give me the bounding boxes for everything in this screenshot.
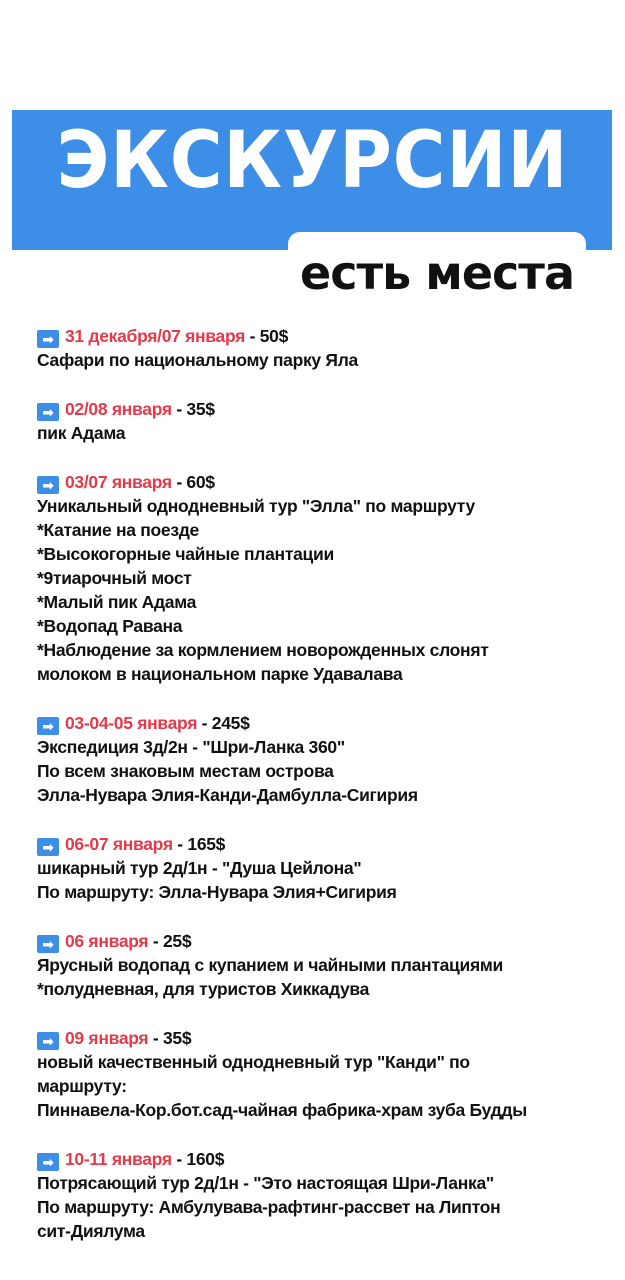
tour-description-line: *полудневная, для туристов Хиккадува <box>37 979 370 999</box>
tour-price: - 25$ <box>148 931 192 951</box>
tour-description-line: молоком в национальном парке Удавалава <box>37 664 403 684</box>
tour-header <box>37 832 612 856</box>
tour-header <box>37 711 612 735</box>
tour-price: - 160$ <box>171 1149 225 1169</box>
tour-date: 03/07 января <box>65 472 172 492</box>
tour-description-line: Элла-Нувара Элия-Канди-Дамбулла-Сигирия <box>37 785 418 805</box>
tour-date: 06 января <box>65 931 149 951</box>
arrow-right-icon: ➡ <box>37 838 59 856</box>
tour-description-line: Сафари по национальному парку Яла <box>37 350 358 370</box>
tour-date: 03-04-05 января <box>65 713 198 733</box>
tour-date: 02/08 января <box>65 399 172 419</box>
tour-description-line: шикарный тур 2д/1н - "Душа Цейлона" <box>37 858 362 878</box>
tour-description-line: *9тиарочный мост <box>37 568 192 588</box>
tour-description-line: новый качественный однодневный тур "Канди" по <box>37 1052 470 1072</box>
tour-description-line: *Высокогорные чайные плантации <box>37 544 334 564</box>
tour-list <box>37 324 612 1243</box>
tour-date: 09 января <box>65 1028 149 1048</box>
tour-description-line: Уникальный однодневный тур "Элла" по маршруту <box>37 496 475 516</box>
arrow-right-icon: ➡ <box>37 1032 59 1050</box>
tour-description-line: *Наблюдение за кормлением новорожденных слонят <box>37 640 489 660</box>
tour-item <box>37 1147 612 1243</box>
tour-price: - 35$ <box>148 1028 192 1048</box>
tour-description-line: Пиннавела-Кор.бот.сад-чайная фабрика-храм зуба Будды <box>37 1100 527 1120</box>
tour-header <box>37 470 612 494</box>
tour-date: 31 декабря/07 января <box>65 326 246 346</box>
tour-description-line: *Малый пик Адама <box>37 592 197 612</box>
tour-description-line: маршруту: <box>37 1076 127 1096</box>
tour-item <box>37 929 612 1001</box>
tour-description-line: Потрясающий тур 2д/1н - "Это настоящая Шри-Ланка" <box>37 1173 494 1193</box>
tour-description-line: *Катание на поезде <box>37 520 199 540</box>
arrow-right-icon: ➡ <box>37 717 59 735</box>
tour-header <box>37 324 612 348</box>
tour-description-line: сит-Диялума <box>37 1221 145 1241</box>
tour-header <box>37 1147 612 1171</box>
tour-date: 06-07 января <box>65 834 173 854</box>
tour-date: 10-11 января <box>65 1149 172 1169</box>
tour-price: - 165$ <box>172 834 226 854</box>
banner-subtitle: есть места <box>300 246 574 300</box>
tour-description-line: Ярусный водопад с купанием и чайными плантациями <box>37 955 503 975</box>
arrow-right-icon: ➡ <box>37 330 59 348</box>
banner-title: ЭКСКУРСИИ <box>56 116 569 206</box>
tour-description-line: По всем знаковым местам острова <box>37 761 334 781</box>
tour-price: - 60$ <box>171 472 215 492</box>
tour-header <box>37 397 612 421</box>
tour-description-line: По маршруту: Элла-Нувара Элия+Сигирия <box>37 882 397 902</box>
tour-header <box>37 1026 612 1050</box>
tour-price: - 35$ <box>171 399 215 419</box>
arrow-right-icon: ➡ <box>37 1153 59 1171</box>
arrow-right-icon: ➡ <box>37 935 59 953</box>
tour-description-line: Экспедиция 3д/2н - "Шри-Ланка 360" <box>37 737 345 757</box>
tour-item <box>37 711 612 807</box>
tour-item <box>37 1026 612 1122</box>
tour-price: - 245$ <box>197 713 250 733</box>
tour-item <box>37 324 612 372</box>
arrow-right-icon: ➡ <box>37 403 59 421</box>
tour-description-line: *Водопад Равана <box>37 616 183 636</box>
tour-item <box>37 832 612 904</box>
arrow-right-icon: ➡ <box>37 476 59 494</box>
tour-header <box>37 929 612 953</box>
tour-description-line: По маршруту: Амбулувава-рафтинг-рассвет на Липтон <box>37 1197 501 1217</box>
tour-item <box>37 470 612 686</box>
tour-price: - 50$ <box>245 326 288 346</box>
tour-description-line: пик Адама <box>37 423 126 443</box>
tour-item <box>37 397 612 445</box>
